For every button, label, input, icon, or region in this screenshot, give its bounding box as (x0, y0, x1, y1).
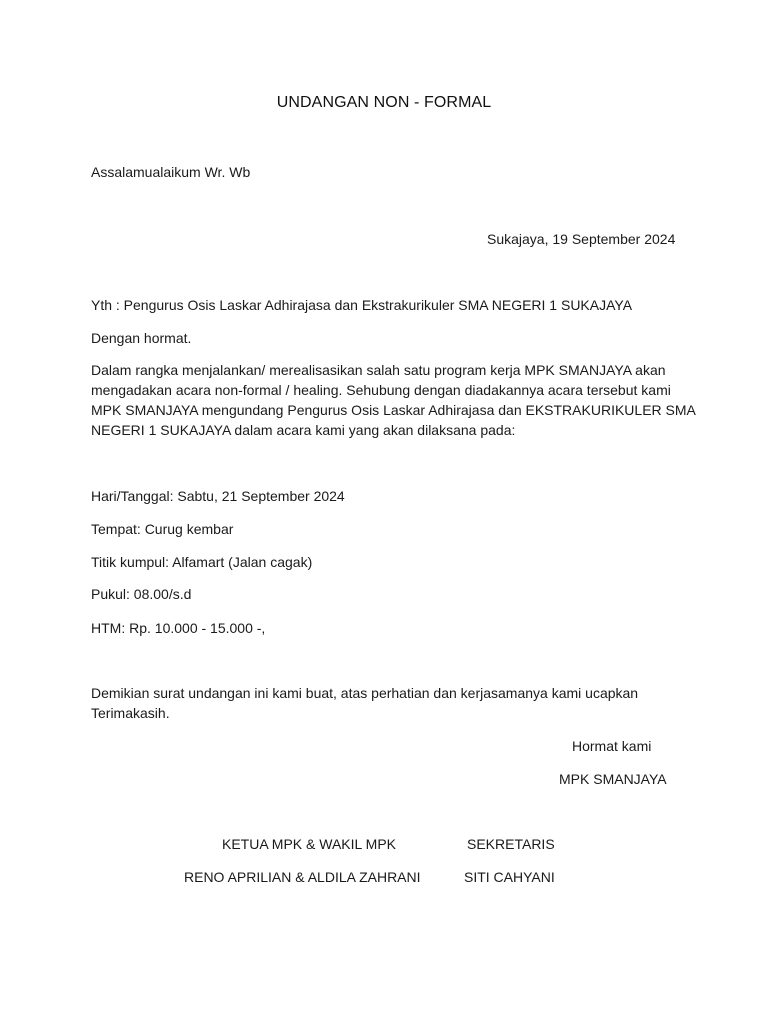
body-line: NEGERI 1 SUKAJAYA dalam acara kami yang akan dilaksana pada: (91, 422, 516, 438)
letter-title: UNDANGAN NON - FORMAL (276, 94, 492, 111)
detail-ticket: HTM: Rp. 10.000 - 15.000 -, (91, 620, 266, 636)
detail-place: Tempat: Curug kembar (91, 521, 234, 537)
salutation: Dengan hormat. (91, 330, 192, 346)
recipient: Yth : Pengurus Osis Laskar Adhirajasa dan Ekstrakurikuler SMA NEGERI 1 SUKAJAYA (91, 297, 633, 313)
body-line: mengadakan acara non-formal / healing. Sehubung dengan diadakannya acara tersebut kami (91, 382, 671, 398)
body-line: Dalam rangka menjalankan/ merealisasikan salah satu program kerja MPK SMANJAYA akan (91, 362, 666, 378)
signature-right-name: SITI CAHYANI (464, 869, 555, 885)
closing-line: Terimakasih. (91, 705, 170, 721)
detail-day-date: Hari/Tanggal: Sabtu, 21 September 2024 (91, 488, 345, 504)
signature-left-name: RENO APRILIAN & ALDILA ZAHRANI (184, 869, 421, 885)
body-line: MPK SMANJAYA mengundang Pengurus Osis Laskar Adhirajasa dan EKSTRAKURIKULER SMA (91, 402, 696, 418)
place-date: Sukajaya, 19 September 2024 (487, 231, 676, 247)
organization: MPK SMANJAYA (559, 771, 667, 787)
detail-time: Pukul: 08.00/s.d (91, 586, 192, 602)
signature-right-role: SEKRETARIS (467, 836, 555, 852)
greeting: Assalamualaikum Wr. Wb (91, 164, 251, 180)
regards: Hormat kami (572, 738, 652, 754)
signature-left-role: KETUA MPK & WAKIL MPK (222, 836, 397, 852)
closing-line: Demikian surat undangan ini kami buat, atas perhatian dan kerjasamanya kami ucapkan (91, 685, 639, 701)
detail-meeting-point: Titik kumpul: Alfamart (Jalan cagak) (91, 554, 313, 570)
